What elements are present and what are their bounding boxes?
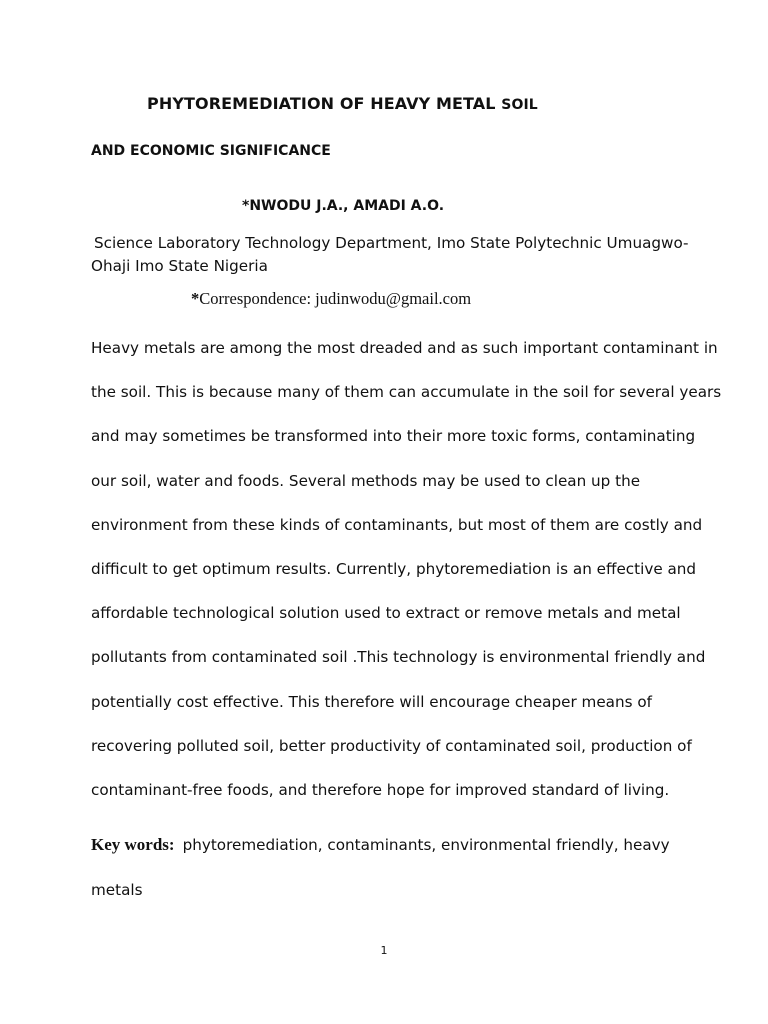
- keywords-text: phytoremediation, contaminants, environmental friendly, heavy: [182, 836, 670, 854]
- abstract-line: affordable technological solution used to extract or remove metals and metal: [91, 604, 681, 623]
- keywords-label: Key words:: [91, 835, 175, 854]
- authors: *NWODU J.A., AMADI A.O.: [242, 198, 445, 214]
- keywords-line-2: metals: [91, 881, 143, 899]
- abstract-line: our soil, water and foods. Several methods may be used to clean up the: [91, 471, 641, 490]
- abstract-line: contaminant-free foods, and therefore hope for improved standard of living.: [91, 781, 670, 800]
- keywords: [91, 822, 691, 913]
- title-main: PHYTOREMEDIATION OF HEAVY METAL: [147, 94, 496, 113]
- abstract-line: potentially cost effective. This therefore will encourage cheaper means of: [91, 692, 652, 711]
- abstract-line: recovering polluted soil, better productivity of contaminated soil, production of: [91, 736, 692, 755]
- affiliation: Science Laboratory Technology Department, Imo State Polytechnic Umuagwo-Ohaji Imo State Nigeria: [91, 234, 689, 275]
- abstract-line: environment from these kinds of contaminants, but most of them are costly and: [91, 515, 703, 534]
- abstract-line: pollutants from contaminated soil .This technology is environmental friendly and: [91, 648, 706, 667]
- title-tail: SOIL: [501, 97, 538, 113]
- abstract-line: and may sometimes be transformed into their more toxic forms, contaminating: [91, 427, 696, 446]
- correspondence-text: Correspondence: judinwodu@gmail.com: [199, 289, 472, 308]
- document-title: [147, 94, 538, 113]
- keywords-line-1: [91, 822, 691, 868]
- page-number: 1: [380, 944, 388, 957]
- document-subtitle: AND ECONOMIC SIGNIFICANCE: [91, 143, 331, 159]
- abstract-line: difficult to get optimum results. Currently, phytoremediation is an effective and: [91, 560, 697, 579]
- correspondence-star: *: [191, 289, 200, 308]
- abstract-line: Heavy metals are among the most dreaded and as such important contaminant in: [91, 339, 718, 357]
- abstract-line: the soil. This is because many of them can accumulate in the soil for several years: [91, 383, 722, 402]
- abstract: [91, 326, 722, 812]
- correspondence: [191, 289, 471, 309]
